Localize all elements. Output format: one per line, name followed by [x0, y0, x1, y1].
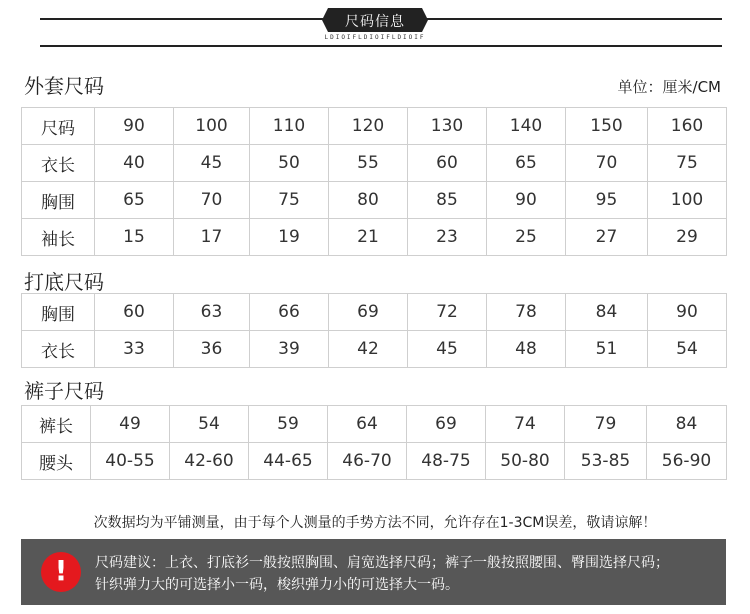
table-cell: 64	[328, 406, 407, 443]
table-cell: 66	[250, 294, 329, 331]
header-subtitle: LDIOIFLDIOIFLDIOIF	[324, 34, 426, 41]
table-cell: 70	[174, 182, 250, 219]
table-cell: 50-80	[486, 443, 565, 480]
table-cell: 79	[565, 406, 647, 443]
table-cell: 46-70	[328, 443, 407, 480]
table-cell: 49	[91, 406, 170, 443]
table-cell: 80	[329, 182, 408, 219]
table-cell: 74	[486, 406, 565, 443]
table-cell: 85	[408, 182, 487, 219]
base-section-title: 打底尺码	[24, 270, 104, 294]
table-cell: 51	[566, 331, 648, 368]
table-row	[22, 145, 727, 182]
table-cell: 36	[174, 331, 250, 368]
size-tip-text	[95, 552, 720, 596]
table-cell: 70	[566, 145, 648, 182]
table-row	[22, 108, 727, 145]
size-tip-box	[21, 539, 726, 605]
table-cell: 42	[329, 331, 408, 368]
header-rule-bottom	[40, 45, 722, 47]
table-cell: 60	[95, 294, 174, 331]
base-size-table	[21, 293, 727, 368]
table-cell: 17	[174, 219, 250, 256]
table-row	[22, 331, 727, 368]
row-label: 衣长	[22, 331, 95, 368]
table-row	[22, 182, 727, 219]
table-cell: 33	[95, 331, 174, 368]
warning-icon	[41, 552, 81, 592]
table-cell: 75	[250, 182, 329, 219]
table-row	[22, 294, 727, 331]
table-cell: 95	[566, 182, 648, 219]
table-cell: 150	[566, 108, 648, 145]
table-row	[22, 219, 727, 256]
table-cell: 59	[249, 406, 328, 443]
table-cell: 110	[250, 108, 329, 145]
table-cell: 60	[408, 145, 487, 182]
table-cell: 42-60	[170, 443, 249, 480]
table-cell: 40	[95, 145, 174, 182]
table-row	[22, 443, 727, 480]
table-cell: 15	[95, 219, 174, 256]
table-cell: 69	[329, 294, 408, 331]
table-cell: 65	[95, 182, 174, 219]
table-cell: 53-85	[565, 443, 647, 480]
table-cell: 56-90	[647, 443, 727, 480]
size-tip-line-1: 尺码建议：上衣、打底衫一般按照胸围、肩宽选择尺码；裤子一般按照腰围、臀围选择尺码；	[95, 555, 669, 571]
table-cell: 45	[174, 145, 250, 182]
table-row	[22, 406, 727, 443]
table-cell: 39	[250, 331, 329, 368]
header-title-banner	[322, 8, 428, 32]
warning-icon-glyph: !	[54, 554, 68, 587]
coat-size-table	[21, 107, 727, 256]
coat-section-title: 外套尺码	[24, 74, 104, 98]
table-cell: 44-65	[249, 443, 328, 480]
unit-label: 单位：厘米/CM	[617, 78, 721, 96]
table-cell: 84	[566, 294, 648, 331]
table-cell: 50	[250, 145, 329, 182]
table-cell: 160	[648, 108, 727, 145]
row-label: 裤长	[22, 406, 91, 443]
pants-section-title: 裤子尺码	[24, 379, 104, 403]
table-cell: 72	[408, 294, 487, 331]
table-cell: 63	[174, 294, 250, 331]
row-label: 腰头	[22, 443, 91, 480]
table-cell: 54	[648, 331, 727, 368]
measurement-note: 次数据均为平铺测量，由于每个人测量的手势方法不同，允许存在1-3CM误差，敬请谅解！	[93, 515, 657, 531]
header-title: 尺码信息	[345, 14, 405, 30]
table-cell: 90	[95, 108, 174, 145]
table-cell: 21	[329, 219, 408, 256]
table-cell: 140	[487, 108, 566, 145]
table-cell: 84	[647, 406, 727, 443]
row-label: 胸围	[22, 294, 95, 331]
table-cell: 130	[408, 108, 487, 145]
table-cell: 78	[487, 294, 566, 331]
table-cell: 25	[487, 219, 566, 256]
row-label: 胸围	[22, 182, 95, 219]
table-cell: 120	[329, 108, 408, 145]
table-cell: 90	[648, 294, 727, 331]
table-cell: 45	[408, 331, 487, 368]
table-cell: 54	[170, 406, 249, 443]
size-tip-line-2: 针织弹力大的可选择小一码，梭织弹力小的可选择大一码。	[95, 577, 459, 593]
table-cell: 65	[487, 145, 566, 182]
pants-size-table	[21, 405, 727, 480]
table-cell: 75	[648, 145, 727, 182]
table-cell: 100	[174, 108, 250, 145]
row-label: 尺码	[22, 108, 95, 145]
row-label: 衣长	[22, 145, 95, 182]
table-cell: 23	[408, 219, 487, 256]
table-cell: 29	[648, 219, 727, 256]
table-cell: 100	[648, 182, 727, 219]
table-cell: 27	[566, 219, 648, 256]
table-cell: 48-75	[407, 443, 486, 480]
table-cell: 55	[329, 145, 408, 182]
table-cell: 69	[407, 406, 486, 443]
row-label: 袖长	[22, 219, 95, 256]
table-cell: 48	[487, 331, 566, 368]
table-cell: 90	[487, 182, 566, 219]
table-cell: 40-55	[91, 443, 170, 480]
table-cell: 19	[250, 219, 329, 256]
